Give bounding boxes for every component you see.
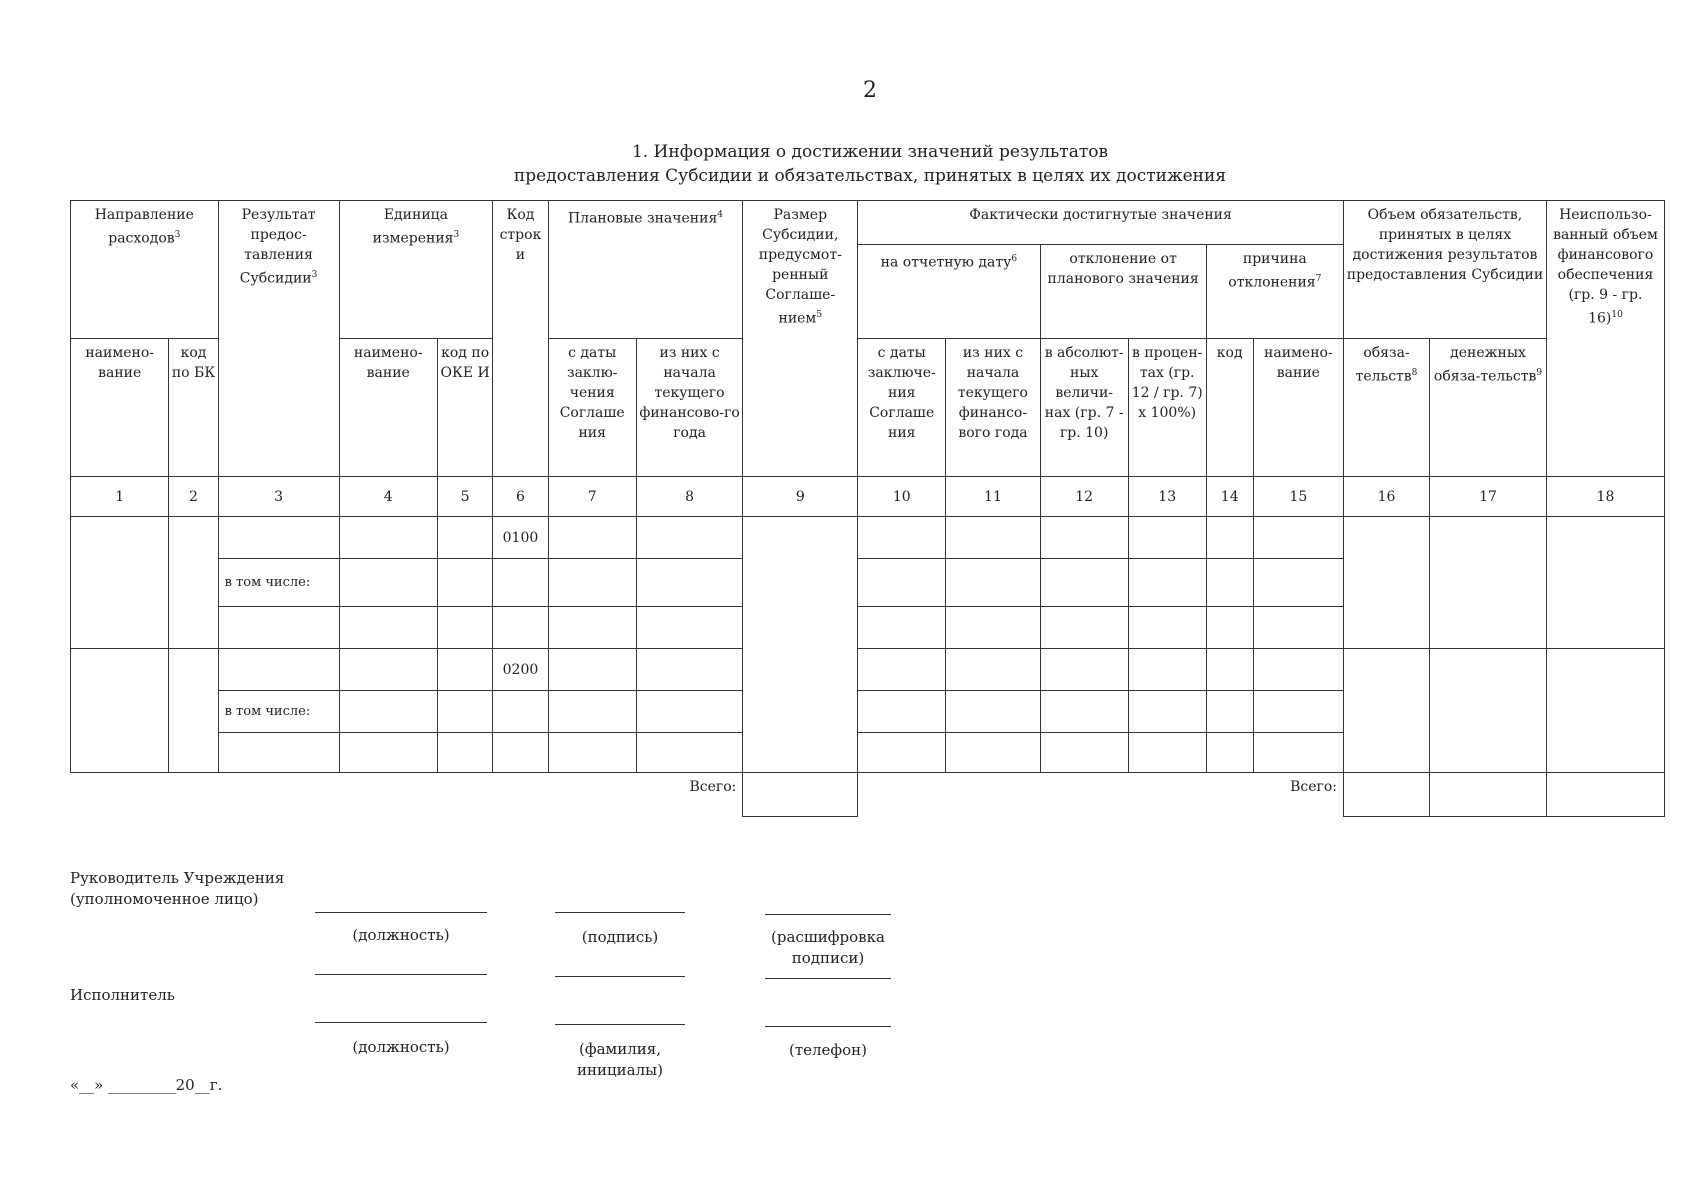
cell[interactable] xyxy=(493,691,548,733)
cell[interactable] xyxy=(548,649,636,691)
header-actual: Фактически достигнутые значения xyxy=(858,201,1344,245)
cell[interactable] xyxy=(1040,559,1128,607)
col-num: 3 xyxy=(218,477,339,517)
executor-phone-line[interactable] xyxy=(765,1026,891,1027)
cell[interactable] xyxy=(493,733,548,773)
cell[interactable] xyxy=(437,733,492,773)
page-number: 2 xyxy=(863,78,877,103)
cell[interactable] xyxy=(1040,733,1128,773)
column-numbers-row xyxy=(71,477,1665,517)
header-plan-from: с даты заклю-чения Соглаше ния xyxy=(548,339,636,477)
cell[interactable] xyxy=(339,517,437,559)
decipher-line[interactable] xyxy=(765,914,891,915)
executor-name-caption: (фамилия, инициалы) xyxy=(577,1040,663,1079)
cell[interactable] xyxy=(437,691,492,733)
header-name-1: наимено-вание xyxy=(71,339,169,477)
cell[interactable] xyxy=(339,607,437,649)
col-num: 4 xyxy=(339,477,437,517)
header-abs: в абсолют-ных величи-нах (гр. 7 - гр. 10) xyxy=(1040,339,1128,477)
executor-label: Исполнитель xyxy=(70,986,175,1004)
col-num: 5 xyxy=(437,477,492,517)
cell[interactable] xyxy=(1253,517,1343,559)
cell[interactable] xyxy=(71,649,169,773)
col-num: 13 xyxy=(1128,477,1206,517)
cell[interactable] xyxy=(218,649,339,691)
header-plan: Плановые значения$^4$ xyxy=(548,201,743,339)
cell[interactable] xyxy=(858,607,946,649)
cell[interactable] xyxy=(548,559,636,607)
header-actual-from: с даты заключе-ния Соглаше ния xyxy=(858,339,946,477)
cell[interactable] xyxy=(1253,691,1343,733)
header-obligations: Объем обязательств, принятых в целях достижения результатов предоставления Субсидии xyxy=(1343,201,1546,339)
line-code-0100: 0100 xyxy=(493,517,548,559)
cell[interactable] xyxy=(1430,649,1547,773)
cell[interactable] xyxy=(1206,733,1253,773)
signature-line[interactable] xyxy=(555,912,685,913)
cell[interactable] xyxy=(339,559,437,607)
col-num: 9 xyxy=(743,477,858,517)
header-plan-year: из них с начала текущего финансово-го года xyxy=(636,339,743,477)
cell[interactable] xyxy=(636,691,743,733)
cell[interactable] xyxy=(218,607,339,649)
cell[interactable] xyxy=(339,733,437,773)
head-label: Руководитель Учреждения (уполномоченное лицо) xyxy=(70,869,285,908)
header-reason: причина отклонения$^7$ xyxy=(1206,245,1343,339)
col-num: 1 xyxy=(71,477,169,517)
cell[interactable] xyxy=(493,607,548,649)
cell[interactable] xyxy=(636,559,743,607)
date-field[interactable]: «__» _________20__г. xyxy=(70,1076,223,1094)
cell[interactable] xyxy=(636,649,743,691)
cell[interactable] xyxy=(218,517,339,559)
cell[interactable] xyxy=(1128,733,1206,773)
cell[interactable] xyxy=(339,691,437,733)
cell[interactable] xyxy=(1206,559,1253,607)
cell[interactable] xyxy=(636,733,743,773)
header-line-code: Код строк и xyxy=(493,201,548,477)
table-row xyxy=(71,517,1665,559)
total-oblig-1-cell[interactable] xyxy=(1343,773,1429,817)
header-code-bk: код по БК xyxy=(169,339,218,477)
cell[interactable] xyxy=(1040,649,1128,691)
cell[interactable] xyxy=(858,559,946,607)
cell[interactable] xyxy=(339,649,437,691)
cell[interactable] xyxy=(548,691,636,733)
including-label: в том числе: xyxy=(218,691,339,733)
cell[interactable] xyxy=(1206,649,1253,691)
decipher-caption: (расшифровка подписи) xyxy=(771,928,885,967)
cell[interactable] xyxy=(946,559,1040,607)
cell[interactable] xyxy=(437,517,492,559)
header-direction: Направление расходов$^3$ xyxy=(71,201,219,339)
header-pct: в процен-тах (гр. 12 / гр. 7) x 100%) xyxy=(1128,339,1206,477)
col-num: 17 xyxy=(1430,477,1547,517)
total-label-actual: Всего: xyxy=(1253,773,1343,817)
cell[interactable] xyxy=(1206,517,1253,559)
cell[interactable] xyxy=(1253,607,1343,649)
divider xyxy=(555,976,685,977)
total-oblig-2-cell[interactable] xyxy=(1430,773,1547,817)
line-code-0200: 0200 xyxy=(493,649,548,691)
report-title xyxy=(470,140,1270,188)
totals-row xyxy=(71,773,1665,817)
cell[interactable] xyxy=(548,607,636,649)
cell[interactable] xyxy=(169,517,218,649)
cell[interactable] xyxy=(636,607,743,649)
results-table xyxy=(70,200,1665,817)
col-num: 14 xyxy=(1206,477,1253,517)
col-num: 15 xyxy=(1253,477,1343,517)
total-label-plan: Всего: xyxy=(636,773,743,817)
cell[interactable] xyxy=(743,517,858,773)
col-num: 2 xyxy=(169,477,218,517)
cell[interactable] xyxy=(1128,517,1206,559)
col-num: 10 xyxy=(858,477,946,517)
cell[interactable] xyxy=(1206,691,1253,733)
cell[interactable] xyxy=(1040,517,1128,559)
cell[interactable] xyxy=(858,517,946,559)
title-line-2: предоставления Субсидии и обязательствах, принятых в целях их достижения xyxy=(513,166,1227,186)
col-num: 8 xyxy=(636,477,743,517)
header-unused: Неиспользо-ванный объем финансового обеспечения (гр. 9 - гр. 16)$^{10}$ xyxy=(1546,201,1664,477)
divider xyxy=(765,978,891,979)
header-reason-code: код xyxy=(1206,339,1253,477)
cell[interactable] xyxy=(946,607,1040,649)
header-oblig-1: обяза-тельств$^8$ xyxy=(1343,339,1429,477)
header-actual-year: из них с начала текущего финансо-вого года xyxy=(946,339,1040,477)
header-name-2: наимено-вание xyxy=(339,339,437,477)
header-reason-name: наимено-вание xyxy=(1253,339,1343,477)
title-line-1: 1. Информация о достижении значений результатов xyxy=(631,142,1109,162)
cell[interactable] xyxy=(437,607,492,649)
signature-caption: (подпись) xyxy=(581,928,659,946)
col-num: 18 xyxy=(1546,477,1664,517)
executor-position-line[interactable] xyxy=(315,1022,487,1023)
cell[interactable] xyxy=(1253,733,1343,773)
cell[interactable] xyxy=(548,517,636,559)
cell[interactable] xyxy=(1040,607,1128,649)
executor-position-caption: (должность) xyxy=(352,1038,450,1056)
cell[interactable] xyxy=(858,649,946,691)
cell[interactable] xyxy=(437,559,492,607)
executor-phone-caption: (телефон) xyxy=(788,1041,868,1059)
cell[interactable] xyxy=(71,517,169,649)
col-num: 6 xyxy=(493,477,548,517)
cell[interactable] xyxy=(548,733,636,773)
cell[interactable] xyxy=(858,733,946,773)
header-code-okei: код по ОКЕ И xyxy=(437,339,492,477)
cell[interactable] xyxy=(1128,691,1206,733)
cell[interactable] xyxy=(1430,517,1547,649)
cell[interactable] xyxy=(1206,607,1253,649)
total-unused-cell[interactable] xyxy=(1546,773,1664,817)
position-line[interactable] xyxy=(315,912,487,913)
cell[interactable] xyxy=(636,517,743,559)
cell[interactable] xyxy=(437,649,492,691)
header-deviation: отклонение от планового значения xyxy=(1040,245,1206,339)
col-num: 11 xyxy=(946,477,1040,517)
cell[interactable] xyxy=(1546,517,1664,649)
total-subsidy-cell[interactable] xyxy=(743,773,858,817)
col-num: 12 xyxy=(1040,477,1128,517)
cell[interactable] xyxy=(946,517,1040,559)
including-label: в том числе: xyxy=(218,559,339,607)
position-caption: (должность) xyxy=(352,926,450,944)
col-num: 16 xyxy=(1343,477,1429,517)
cell[interactable] xyxy=(946,691,1040,733)
header-on-date: на отчетную дату$^6$ xyxy=(858,245,1040,339)
cell[interactable] xyxy=(1253,649,1343,691)
cell[interactable] xyxy=(493,559,548,607)
cell[interactable] xyxy=(1343,517,1429,649)
cell[interactable] xyxy=(946,649,1040,691)
cell[interactable] xyxy=(1343,649,1429,773)
table-row xyxy=(71,649,1665,691)
header-unit: Единица измерения$^3$ xyxy=(339,201,493,339)
cell[interactable] xyxy=(169,649,218,773)
header-oblig-2: денежных обяза-тельств$^9$ xyxy=(1430,339,1547,477)
col-num: 7 xyxy=(548,477,636,517)
header-subsidy-size: Размер Субсидии, предусмот-ренный Соглаше-нием$^5$ xyxy=(743,201,858,477)
cell[interactable] xyxy=(1546,649,1664,773)
executor-name-line[interactable] xyxy=(555,1024,685,1025)
cell[interactable] xyxy=(1253,559,1343,607)
cell[interactable] xyxy=(858,691,946,733)
cell[interactable] xyxy=(1128,559,1206,607)
cell[interactable] xyxy=(218,733,339,773)
cell[interactable] xyxy=(1128,649,1206,691)
header-result: Результат предос-тавления Субсидии$^3$ xyxy=(218,201,339,477)
cell[interactable] xyxy=(1040,691,1128,733)
cell[interactable] xyxy=(946,733,1040,773)
divider xyxy=(315,974,487,975)
cell[interactable] xyxy=(1128,607,1206,649)
